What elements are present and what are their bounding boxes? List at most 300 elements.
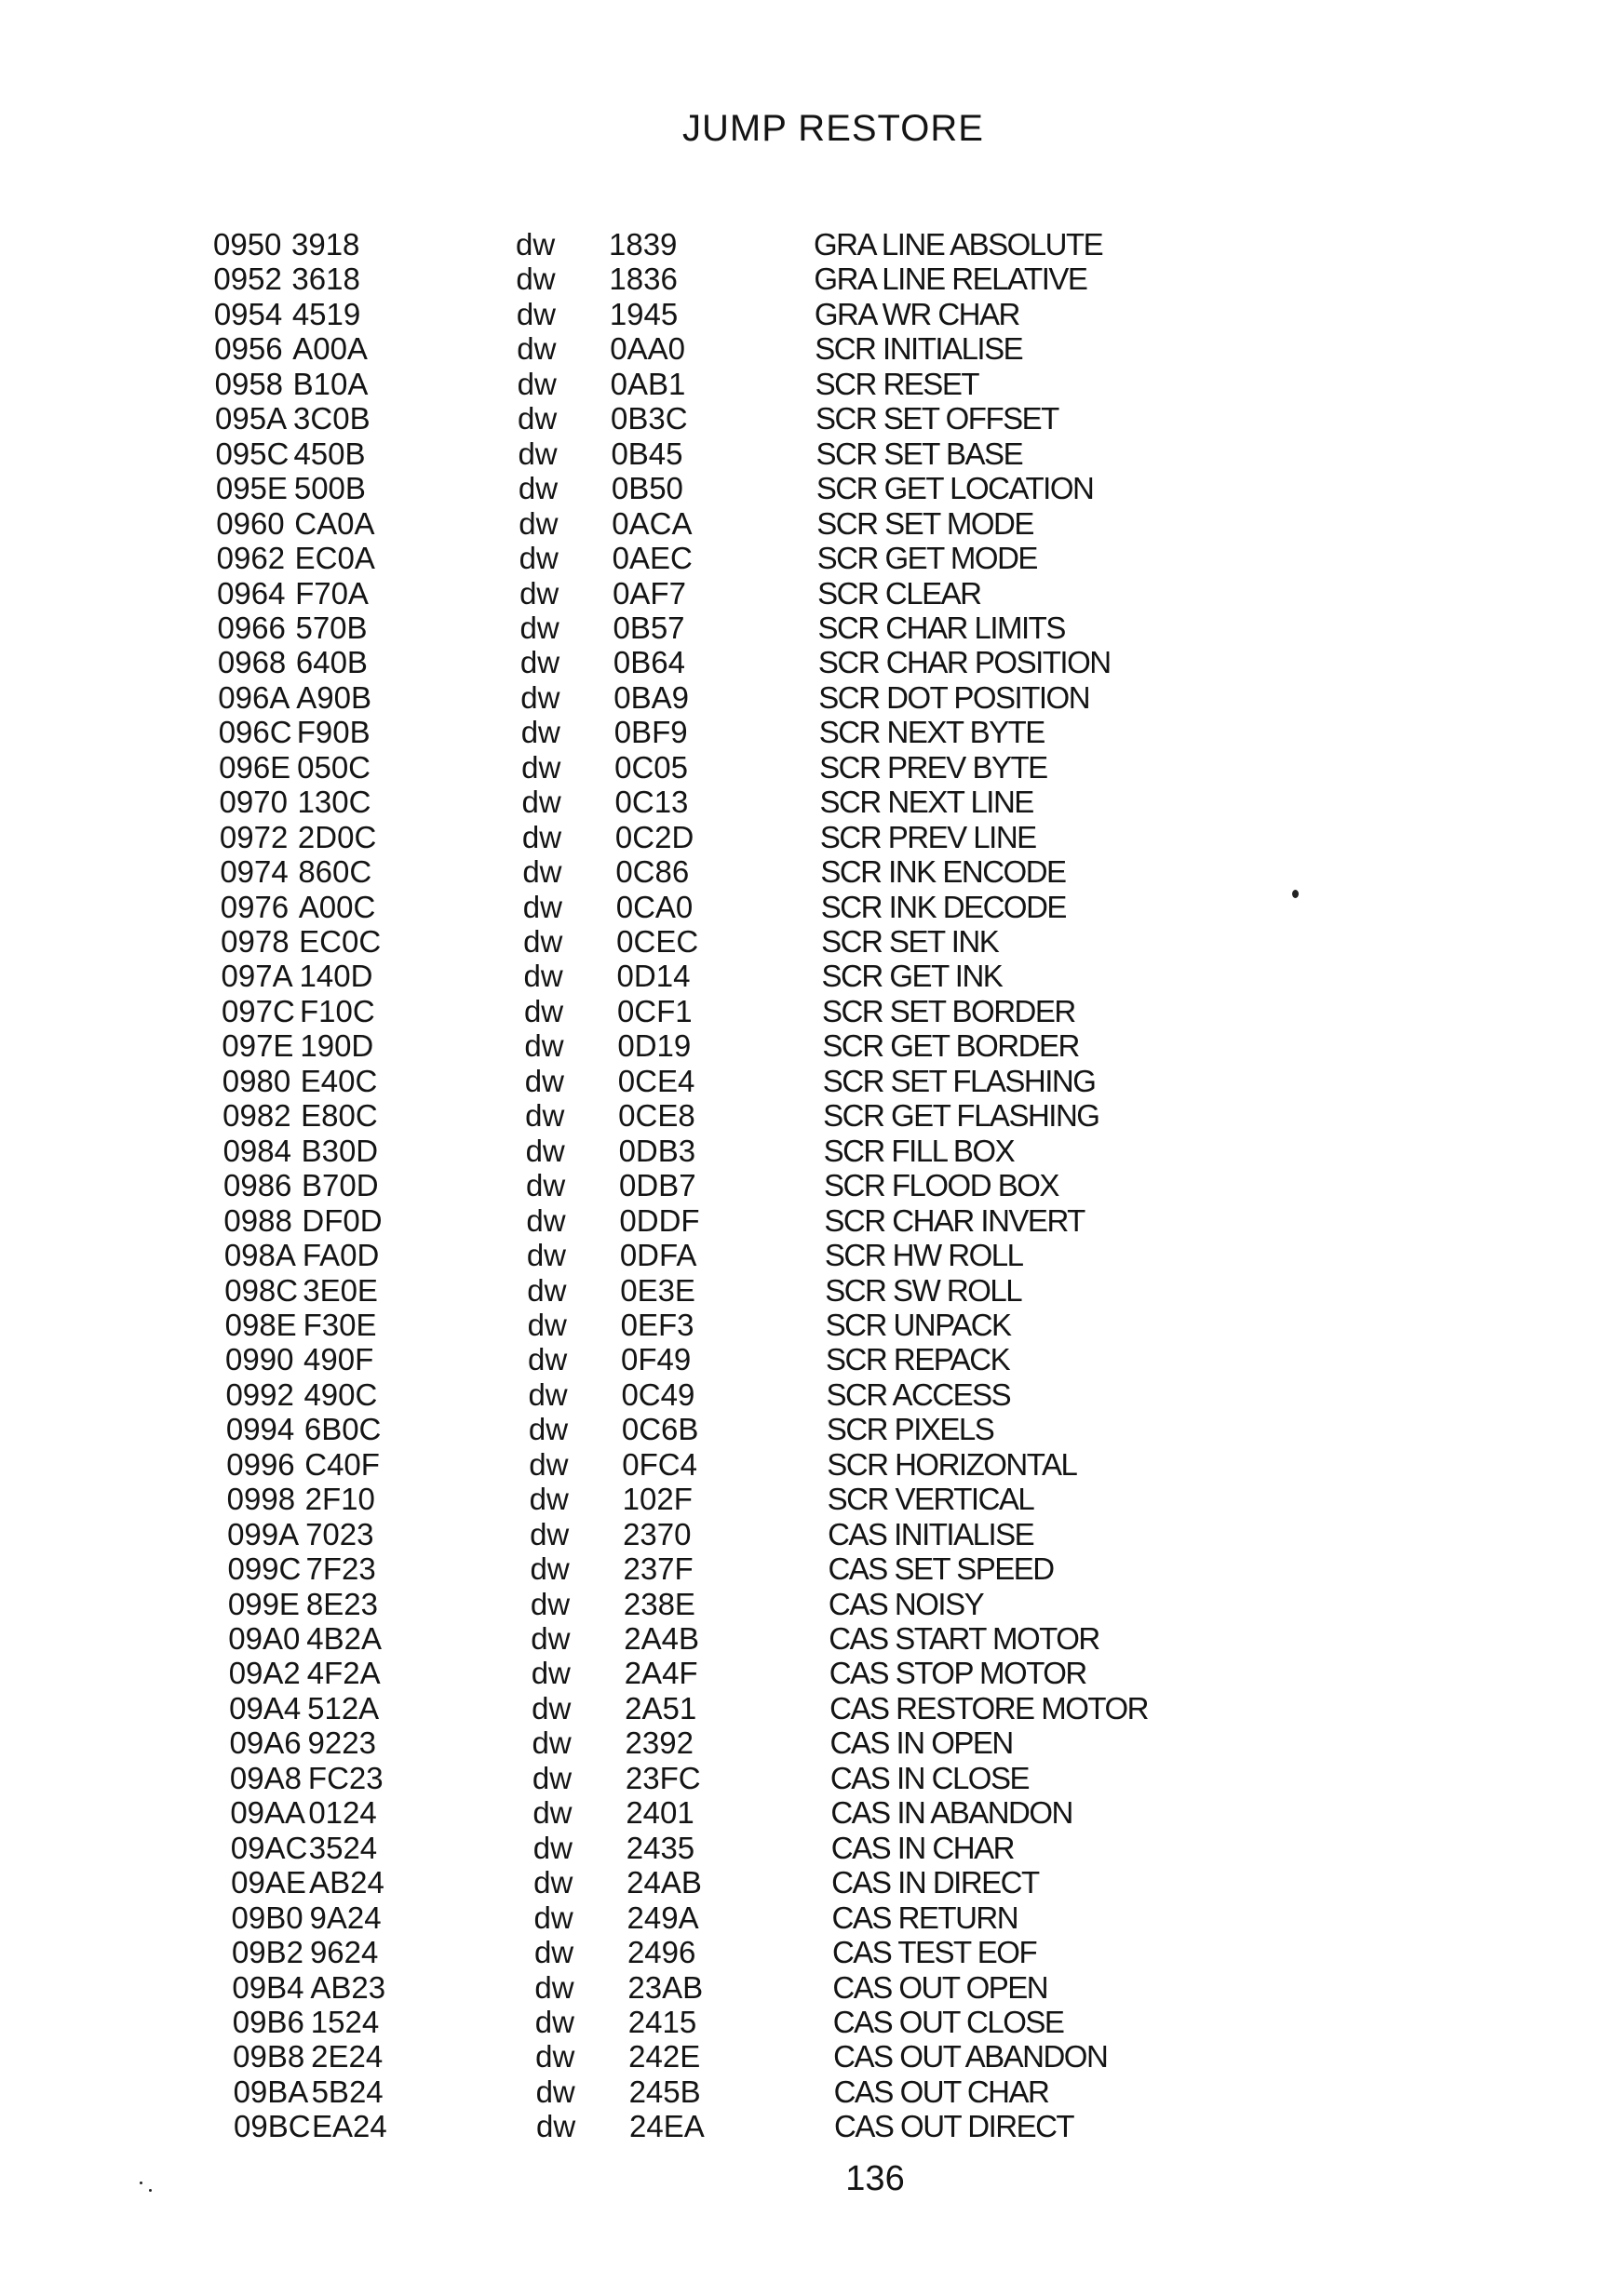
listing-row	[216, 471, 1240, 505]
word-value: 0B45	[611, 436, 683, 471]
address: 0972	[219, 819, 289, 854]
routine-name: SCR FLOOD BOX	[824, 1168, 1058, 1203]
listing-row	[220, 820, 1244, 854]
word-value: 0ACA	[612, 505, 693, 541]
directive: dw	[525, 1133, 565, 1168]
routine-name: SCR GET LOCATION	[815, 471, 1094, 506]
listing-row	[223, 1203, 1247, 1238]
word-value: 0CEC	[616, 924, 699, 959]
address: 09B4	[232, 1969, 304, 2005]
address: 0996	[226, 1446, 295, 1482]
stored-bytes: 490F	[303, 1342, 374, 1377]
listing-row	[225, 1308, 1249, 1342]
listing-row	[229, 1656, 1253, 1690]
word-value: 0DB7	[619, 1168, 696, 1203]
routine-name: CAS SET SPEED	[828, 1551, 1054, 1587]
directive: dw	[528, 1412, 569, 1447]
address: 09BC	[234, 2109, 311, 2144]
word-value: 238E	[623, 1586, 695, 1621]
routine-name: SCR SET BASE	[815, 436, 1023, 471]
routine-name: SCR DOT POSITION	[818, 679, 1090, 715]
directive: dw	[521, 749, 561, 785]
directive: dw	[520, 715, 560, 750]
word-value: 0BA9	[613, 679, 690, 715]
address: 0994	[225, 1412, 295, 1447]
address: 09A6	[229, 1725, 302, 1761]
routine-name: SCR INITIALISE	[815, 331, 1023, 367]
word-value: 2A51	[625, 1690, 697, 1725]
address: 097E	[222, 1028, 294, 1064]
address: 0984	[222, 1133, 291, 1168]
stored-bytes: 490C	[303, 1376, 378, 1412]
listing-row	[232, 1970, 1256, 2005]
address: 099A	[227, 1516, 300, 1551]
directive: dw	[526, 1168, 566, 1203]
routine-name: SCR NEXT BYTE	[818, 715, 1045, 750]
word-value: 0B3C	[611, 401, 688, 436]
directive: dw	[535, 2074, 575, 2109]
stored-bytes: F30E	[303, 1307, 377, 1342]
listing-row	[215, 367, 1239, 401]
word-value: 0AEC	[612, 541, 693, 576]
directive: dw	[530, 1551, 570, 1587]
address: 0976	[220, 889, 290, 924]
word-value: 0B64	[613, 645, 685, 680]
address: 0966	[217, 610, 286, 645]
page-number: 136	[845, 2159, 905, 2198]
address: 0990	[225, 1342, 294, 1377]
directive: dw	[519, 610, 559, 645]
directive: dw	[530, 1516, 570, 1551]
word-value: 2496	[627, 1935, 696, 1970]
address: 0958	[214, 366, 284, 401]
listing-row	[227, 1482, 1251, 1516]
word-value: 0C2D	[614, 819, 694, 854]
stored-bytes: 8E23	[305, 1586, 378, 1621]
stored-bytes: 5B24	[311, 2074, 384, 2109]
listing-row	[216, 506, 1240, 541]
stored-bytes: EC0A	[294, 541, 375, 576]
directive: dw	[519, 645, 560, 680]
stored-bytes: 570B	[295, 610, 368, 645]
stored-bytes: A90B	[296, 679, 372, 715]
directive: dw	[536, 2109, 576, 2144]
word-value: 0D14	[616, 959, 691, 994]
routine-name: SCR PREV LINE	[819, 819, 1036, 854]
listing-row	[214, 331, 1238, 366]
listing-row	[228, 1587, 1252, 1621]
word-value: 0B50	[611, 471, 683, 506]
stored-bytes: 512A	[307, 1690, 380, 1725]
routine-name: CAS OUT CHAR	[833, 2074, 1049, 2109]
directive: dw	[535, 2039, 575, 2074]
listing-row	[228, 1621, 1252, 1656]
word-value: 2401	[626, 1795, 694, 1831]
directive: dw	[528, 1342, 568, 1377]
routine-name: GRA LINE ABSOLUTE	[814, 227, 1103, 262]
stored-bytes: 050C	[297, 749, 371, 785]
routine-name: GRA LINE RELATIVE	[814, 262, 1087, 297]
stored-bytes: 0124	[308, 1795, 377, 1831]
listing-row	[221, 890, 1245, 924]
word-value: 0C86	[615, 854, 690, 890]
dust-speck	[1292, 890, 1299, 898]
listing-row	[227, 1517, 1251, 1551]
routine-name: SCR VERTICAL	[827, 1482, 1034, 1517]
listing-row	[234, 2109, 1258, 2143]
listing-row	[224, 1273, 1248, 1308]
routine-name: SCR CLEAR	[817, 575, 981, 611]
routine-name: SCR CHAR LIMITS	[817, 610, 1065, 645]
address: 09A0	[228, 1621, 301, 1656]
directive: dw	[519, 505, 559, 541]
directive: dw	[521, 819, 562, 854]
word-value: 0CE4	[617, 1063, 695, 1098]
listing-row	[226, 1447, 1250, 1482]
stored-bytes: 9A24	[309, 1900, 382, 1935]
address: 09B2	[231, 1935, 304, 1970]
stored-bytes: 3918	[291, 227, 360, 262]
word-value: 0F49	[621, 1342, 692, 1377]
address: 0964	[217, 575, 286, 611]
listing-row	[222, 994, 1246, 1028]
routine-name: SCR PIXELS	[826, 1412, 994, 1447]
stored-bytes: 4519	[291, 296, 361, 331]
directive: dw	[523, 924, 563, 959]
routine-name: SCR PREV BYTE	[819, 749, 1047, 785]
routine-name: SCR INK ENCODE	[820, 854, 1066, 890]
word-value: 0CF1	[616, 993, 693, 1028]
stored-bytes: AB24	[309, 1865, 384, 1900]
directive: dw	[519, 575, 559, 611]
routine-name: SCR GET BORDER	[822, 1028, 1079, 1064]
word-value: 0AF7	[613, 575, 686, 611]
directive: dw	[534, 1969, 574, 2005]
listing-row	[215, 401, 1239, 436]
address: 096C	[218, 715, 292, 750]
listing-row	[220, 854, 1244, 889]
routine-name: SCR UNPACK	[825, 1307, 1011, 1342]
directive: dw	[526, 1238, 566, 1273]
stored-bytes: DF0D	[302, 1202, 383, 1238]
stored-bytes: 3C0B	[293, 401, 371, 436]
listing-row	[220, 785, 1244, 819]
directive: dw	[518, 436, 558, 471]
routine-name: SCR SET FLASHING	[822, 1063, 1096, 1098]
directive: dw	[533, 1900, 573, 1935]
address: 096E	[219, 749, 291, 785]
listing-row	[217, 576, 1241, 611]
address: 097A	[221, 959, 293, 994]
word-value: 1839	[609, 227, 678, 262]
address: 0998	[226, 1482, 296, 1517]
stored-bytes: 9624	[309, 1935, 379, 1970]
listing-row	[230, 1795, 1254, 1830]
word-value: 1836	[609, 262, 678, 297]
stored-bytes: 7F23	[305, 1551, 376, 1587]
routine-name: SCR SW ROLL	[825, 1272, 1022, 1308]
address: 09AC	[230, 1830, 308, 1865]
stored-bytes: FC23	[307, 1760, 384, 1795]
stored-bytes: FA0D	[302, 1238, 380, 1273]
address: 0992	[225, 1376, 294, 1412]
address: 098A	[223, 1238, 296, 1273]
address: 0982	[222, 1098, 291, 1134]
word-value: 102F	[622, 1482, 693, 1517]
stored-bytes: 1524	[310, 2004, 380, 2039]
address: 0950	[213, 227, 282, 262]
directive: dw	[523, 959, 563, 994]
word-value: 2435	[626, 1830, 695, 1865]
routine-name: SCR SET MODE	[816, 505, 1033, 541]
word-value: 0CE8	[618, 1098, 695, 1134]
directive: dw	[533, 1865, 573, 1900]
address: 097C	[221, 993, 295, 1028]
routine-name: CAS START MOTOR	[829, 1621, 1099, 1656]
stored-bytes: 140D	[299, 959, 373, 994]
stored-bytes: B70D	[302, 1168, 379, 1203]
routine-name: SCR CHAR POSITION	[817, 645, 1111, 680]
stored-bytes: 2E24	[311, 2039, 384, 2074]
stored-bytes: 500B	[293, 471, 366, 506]
stored-bytes: 130C	[297, 785, 371, 820]
directive: dw	[529, 1482, 569, 1517]
listing-row	[215, 436, 1239, 471]
routine-name: CAS STOP MOTOR	[829, 1656, 1086, 1691]
routine-name: CAS IN CHAR	[830, 1830, 1014, 1865]
listing-row	[225, 1377, 1249, 1412]
listing-row	[232, 1935, 1256, 1969]
address: 0970	[219, 785, 288, 820]
directive: dw	[529, 1446, 569, 1482]
routine-name: CAS IN DIRECT	[831, 1865, 1039, 1900]
directive: dw	[532, 1795, 573, 1831]
directive: dw	[527, 1307, 567, 1342]
routine-name: SCR SET BORDER	[821, 993, 1075, 1028]
directive: dw	[532, 1725, 572, 1761]
directive: dw	[522, 889, 562, 924]
directive: dw	[516, 262, 556, 297]
directive: dw	[528, 1376, 568, 1412]
stored-bytes: 6B0C	[303, 1412, 382, 1447]
stored-bytes: B30D	[301, 1133, 379, 1168]
stored-bytes: B10A	[292, 366, 369, 401]
word-value: 0C49	[621, 1376, 695, 1412]
routine-name: CAS OUT ABANDON	[833, 2039, 1108, 2074]
stored-bytes: 4B2A	[306, 1621, 383, 1656]
word-value: 23FC	[625, 1760, 701, 1795]
word-value: 2392	[625, 1725, 694, 1761]
address: 0978	[221, 924, 290, 959]
address: 0952	[213, 262, 282, 297]
directive: dw	[516, 227, 556, 262]
listing-row	[224, 1238, 1248, 1272]
address: 0988	[223, 1202, 292, 1238]
listing-row	[231, 1865, 1255, 1900]
routine-name: SCR SET OFFSET	[815, 401, 1058, 436]
routine-name: CAS INITIALISE	[828, 1516, 1034, 1551]
stored-bytes: F70A	[295, 575, 369, 611]
address: 09A8	[229, 1760, 302, 1795]
directive: dw	[517, 366, 557, 401]
address: 0960	[216, 505, 285, 541]
word-value: 0DB3	[618, 1133, 696, 1168]
address: 09A2	[228, 1656, 301, 1691]
routine-name: SCR FILL BOX	[823, 1133, 1015, 1168]
listing-row	[214, 297, 1238, 331]
directive: dw	[534, 2004, 574, 2039]
stored-bytes: E80C	[301, 1098, 378, 1134]
directive: dw	[522, 854, 562, 890]
routine-name: SCR SET INK	[821, 924, 999, 959]
word-value: 0BF9	[613, 715, 688, 750]
routine-name: SCR GET MODE	[816, 541, 1037, 576]
routine-name: SCR REPACK	[826, 1342, 1010, 1377]
directive: dw	[516, 296, 556, 331]
address: 09A4	[229, 1690, 302, 1725]
routine-name: CAS OUT DIRECT	[834, 2109, 1074, 2144]
listing-row	[222, 959, 1246, 993]
stored-bytes: CA0A	[294, 505, 375, 541]
listing-row	[222, 1028, 1246, 1063]
address: 0974	[220, 854, 289, 890]
directive: dw	[525, 1098, 565, 1134]
word-value: 0E3E	[620, 1272, 695, 1308]
word-value: 0C6B	[621, 1412, 699, 1447]
address: 0968	[217, 645, 287, 680]
address: 098C	[224, 1272, 299, 1308]
listing-row	[217, 611, 1241, 645]
directive: dw	[527, 1272, 567, 1308]
directive: dw	[518, 401, 558, 436]
address: 099C	[227, 1551, 302, 1587]
word-value: 1945	[609, 296, 679, 331]
stored-bytes: EC0C	[299, 924, 382, 959]
word-value: 24AB	[627, 1865, 702, 1900]
stored-bytes: F10C	[299, 993, 375, 1028]
listing-row	[226, 1412, 1250, 1446]
directive: dw	[531, 1656, 571, 1691]
address: 09BA	[233, 2074, 309, 2109]
address: 095C	[215, 436, 290, 471]
listing-row	[222, 1098, 1247, 1133]
stored-bytes: 3524	[308, 1830, 378, 1865]
routine-name: SCR GET FLASHING	[823, 1098, 1099, 1134]
listing-row	[234, 2074, 1258, 2109]
routine-name: CAS RETURN	[831, 1900, 1018, 1935]
word-value: 0D19	[617, 1028, 692, 1064]
directive: dw	[517, 331, 557, 367]
word-value: 23AB	[627, 1969, 704, 2005]
listing-row	[213, 227, 1237, 262]
directive: dw	[526, 1202, 566, 1238]
listing-row	[230, 1761, 1254, 1795]
stored-bytes: 7023	[305, 1516, 374, 1551]
directive: dw	[518, 471, 559, 506]
word-value: 0C05	[614, 749, 688, 785]
directive: dw	[531, 1621, 571, 1656]
dust-speck	[149, 2189, 152, 2192]
directive: dw	[532, 1690, 572, 1725]
listing-row	[222, 1064, 1247, 1098]
stored-bytes: A00C	[298, 889, 376, 924]
directive: dw	[521, 785, 561, 820]
listing-row	[223, 1134, 1247, 1168]
word-value: 2A4F	[624, 1656, 698, 1691]
routine-name: SCR NEXT LINE	[819, 785, 1033, 820]
stored-bytes: F90B	[296, 715, 371, 750]
word-value: 0DDF	[619, 1202, 700, 1238]
directive: dw	[524, 1063, 564, 1098]
routine-name: SCR ACCESS	[826, 1376, 1011, 1412]
stored-bytes: 2F10	[304, 1482, 375, 1517]
listing-row	[221, 924, 1245, 959]
word-value: 237F	[623, 1551, 694, 1587]
routine-name: CAS OUT OPEN	[832, 1969, 1048, 2005]
word-value: 0DFA	[619, 1238, 697, 1273]
address: 098E	[224, 1307, 297, 1342]
routine-name: CAS NOISY	[828, 1586, 984, 1621]
listing-row	[213, 262, 1237, 296]
directive: dw	[533, 1935, 574, 1970]
address: 0980	[222, 1063, 291, 1098]
stored-bytes: 9223	[307, 1725, 376, 1761]
address: 0986	[223, 1168, 292, 1203]
address: 095E	[215, 471, 288, 506]
address: 09AA	[230, 1795, 306, 1831]
listing-row	[233, 2039, 1257, 2074]
routine-name: SCR HORIZONTAL	[827, 1446, 1077, 1482]
word-value: 245B	[628, 2074, 701, 2109]
word-value: 0B57	[613, 610, 685, 645]
listing-row	[219, 750, 1243, 785]
listing-row	[231, 1831, 1255, 1865]
stored-bytes: EA24	[312, 2109, 387, 2144]
listing-row	[229, 1691, 1253, 1725]
address: 09AE	[231, 1865, 306, 1900]
directive: dw	[523, 993, 564, 1028]
routine-name: SCR GET INK	[821, 959, 1003, 994]
word-value: 249A	[627, 1900, 699, 1935]
listing-row	[227, 1551, 1251, 1586]
routine-name: SCR INK DECODE	[820, 889, 1066, 924]
routine-name: SCR CHAR INVERT	[824, 1202, 1085, 1238]
word-value: 2415	[627, 2004, 697, 2039]
word-value: 0EF3	[620, 1307, 694, 1342]
address: 0956	[214, 331, 283, 367]
listing-row	[233, 2005, 1257, 2039]
address: 0954	[213, 296, 283, 331]
directive: dw	[530, 1586, 571, 1621]
listing-row	[223, 1168, 1247, 1202]
stored-bytes: 3618	[291, 262, 360, 297]
word-value: 0C13	[614, 785, 689, 820]
word-value: 242E	[628, 2039, 701, 2074]
word-value: 0CA0	[615, 889, 694, 924]
stored-bytes: 450B	[293, 436, 366, 471]
stored-bytes: A00A	[292, 331, 368, 367]
dust-speck	[140, 2182, 142, 2184]
routine-name: SCR HW ROLL	[824, 1238, 1023, 1273]
routine-name: CAS IN CLOSE	[829, 1760, 1029, 1795]
stored-bytes: C40F	[304, 1446, 380, 1482]
stored-bytes: 4F2A	[306, 1656, 381, 1691]
address: 09B6	[232, 2004, 304, 2039]
routine-name: CAS IN ABANDON	[830, 1795, 1072, 1831]
listing-row	[219, 715, 1243, 749]
routine-name: CAS TEST EOF	[831, 1935, 1037, 1970]
listing-row	[218, 680, 1242, 715]
